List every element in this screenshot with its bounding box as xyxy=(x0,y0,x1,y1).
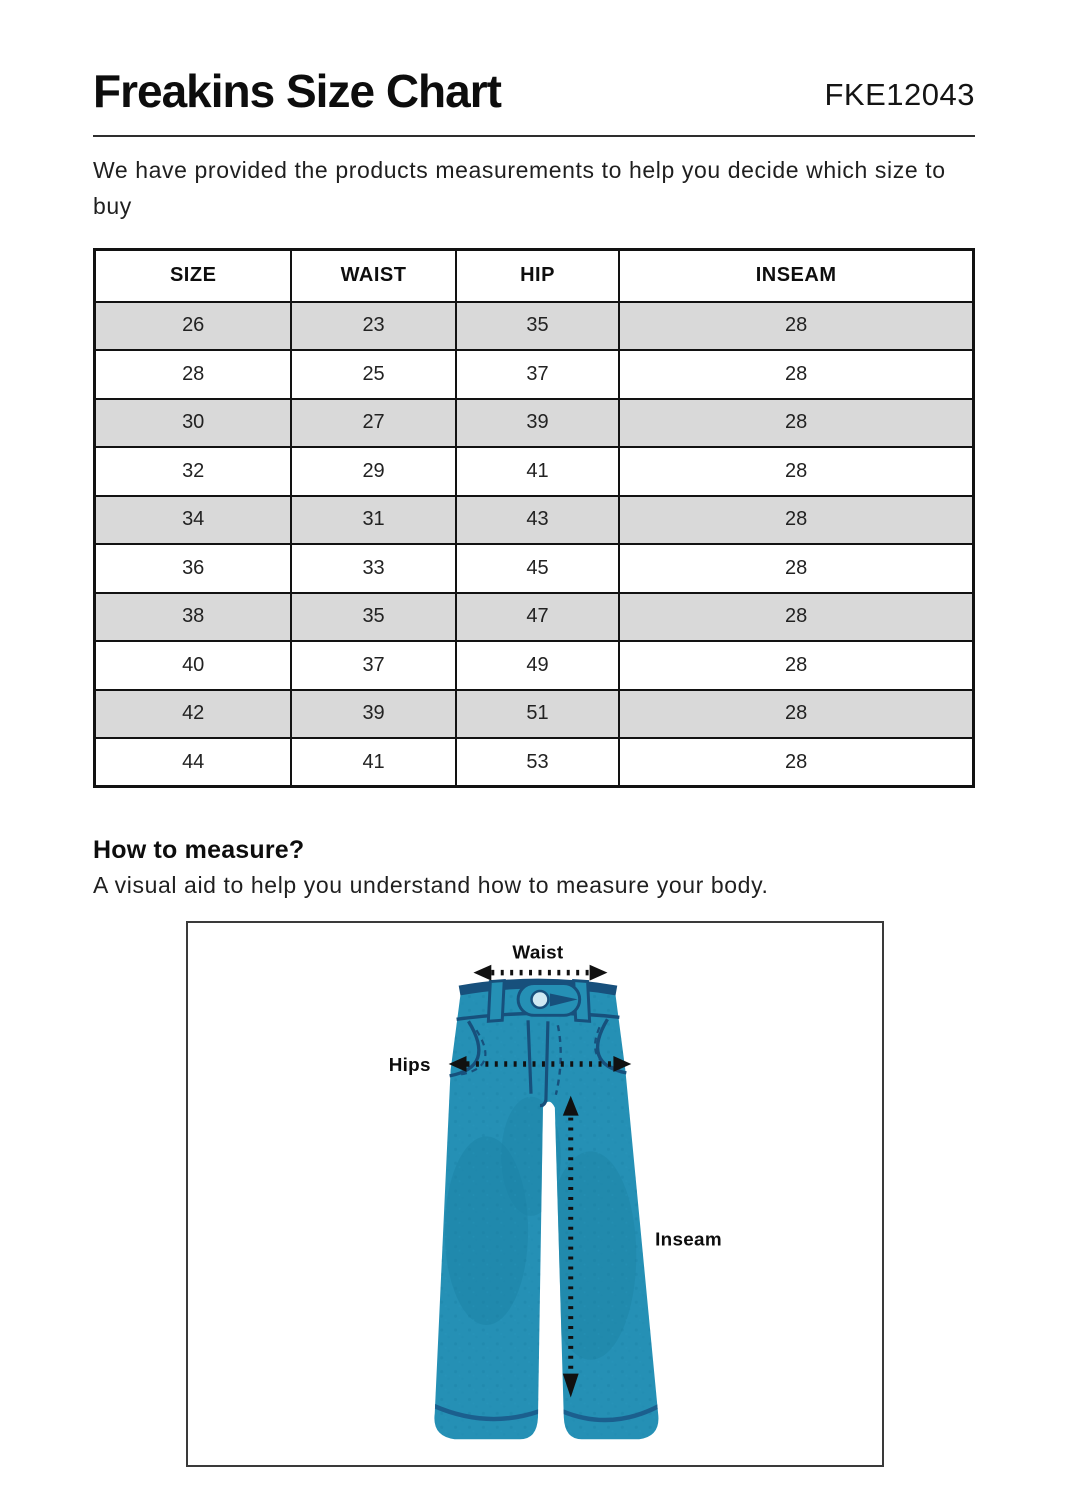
header xyxy=(93,64,975,118)
intro-text: We have provided the products measurements to help you decide which size to buy xyxy=(93,157,946,219)
how-to-measure-description: A visual aid to help you understand how to measure your body. xyxy=(93,872,769,898)
table-cell: 35 xyxy=(291,593,455,642)
table-cell: 28 xyxy=(619,399,973,448)
table-cell: 28 xyxy=(619,302,973,351)
table-cell: 28 xyxy=(619,593,973,642)
table-header-cell: HIP xyxy=(456,250,619,302)
table-cell: 36 xyxy=(95,544,292,593)
table-cell: 25 xyxy=(291,350,455,399)
waist-measure xyxy=(473,942,607,981)
jeans-body xyxy=(427,973,665,1449)
table-cell: 37 xyxy=(291,641,455,690)
arrowhead-left xyxy=(473,965,491,981)
table-cell: 43 xyxy=(456,496,619,545)
table-cell: 53 xyxy=(456,738,619,787)
table-cell: 41 xyxy=(456,447,619,496)
table-cell: 39 xyxy=(291,690,455,739)
table-cell: 28 xyxy=(619,496,973,545)
table-cell: 47 xyxy=(456,593,619,642)
table-row xyxy=(95,399,974,448)
table-row xyxy=(95,593,974,642)
size-table-container xyxy=(93,248,975,788)
table-cell: 39 xyxy=(456,399,619,448)
table-row xyxy=(95,544,974,593)
table-cell: 44 xyxy=(95,738,292,787)
how-to-measure-heading: How to measure? xyxy=(93,836,305,864)
size-table xyxy=(93,248,975,788)
table-cell: 28 xyxy=(619,447,973,496)
table-cell: 28 xyxy=(619,350,973,399)
table-header-row xyxy=(95,250,974,302)
table-row xyxy=(95,738,974,787)
inseam-label: Inseam xyxy=(655,1228,722,1250)
table-cell: 23 xyxy=(291,302,455,351)
table-cell: 35 xyxy=(456,302,619,351)
product-code: FKE12043 xyxy=(824,77,975,112)
jeans-illustration xyxy=(188,923,882,1465)
table-cell: 28 xyxy=(95,350,292,399)
table-cell: 49 xyxy=(456,641,619,690)
table-cell: 30 xyxy=(95,399,292,448)
table-cell: 29 xyxy=(291,447,455,496)
table-cell: 26 xyxy=(95,302,292,351)
measurement-diagram-box xyxy=(186,921,884,1467)
jeans-button xyxy=(518,984,580,1016)
belt-loop xyxy=(488,981,504,1022)
table-row xyxy=(95,690,974,739)
table-cell: 31 xyxy=(291,496,455,545)
page-title: Freakins Size Chart xyxy=(93,65,501,117)
header-divider xyxy=(93,135,975,137)
table-cell: 40 xyxy=(95,641,292,690)
table-cell: 32 xyxy=(95,447,292,496)
table-cell: 42 xyxy=(95,690,292,739)
table-cell: 45 xyxy=(456,544,619,593)
size-table-body xyxy=(95,302,974,787)
table-row xyxy=(95,496,974,545)
table-cell: 33 xyxy=(291,544,455,593)
table-cell: 38 xyxy=(95,593,292,642)
waist-label: Waist xyxy=(512,941,564,963)
table-header-cell: INSEAM xyxy=(619,250,973,302)
table-row xyxy=(95,350,974,399)
arrowhead-right xyxy=(590,965,608,981)
table-cell: 28 xyxy=(619,544,973,593)
table-cell: 28 xyxy=(619,641,973,690)
table-cell: 28 xyxy=(619,690,973,739)
table-cell: 51 xyxy=(456,690,619,739)
table-header-cell: WAIST xyxy=(291,250,455,302)
table-cell: 41 xyxy=(291,738,455,787)
table-row xyxy=(95,302,974,351)
table-row xyxy=(95,447,974,496)
table-header-cell: SIZE xyxy=(95,250,292,302)
table-cell: 28 xyxy=(619,738,973,787)
table-cell: 37 xyxy=(456,350,619,399)
table-row xyxy=(95,641,974,690)
table-cell: 34 xyxy=(95,496,292,545)
table-cell: 27 xyxy=(291,399,455,448)
hips-label: Hips xyxy=(388,1053,431,1075)
